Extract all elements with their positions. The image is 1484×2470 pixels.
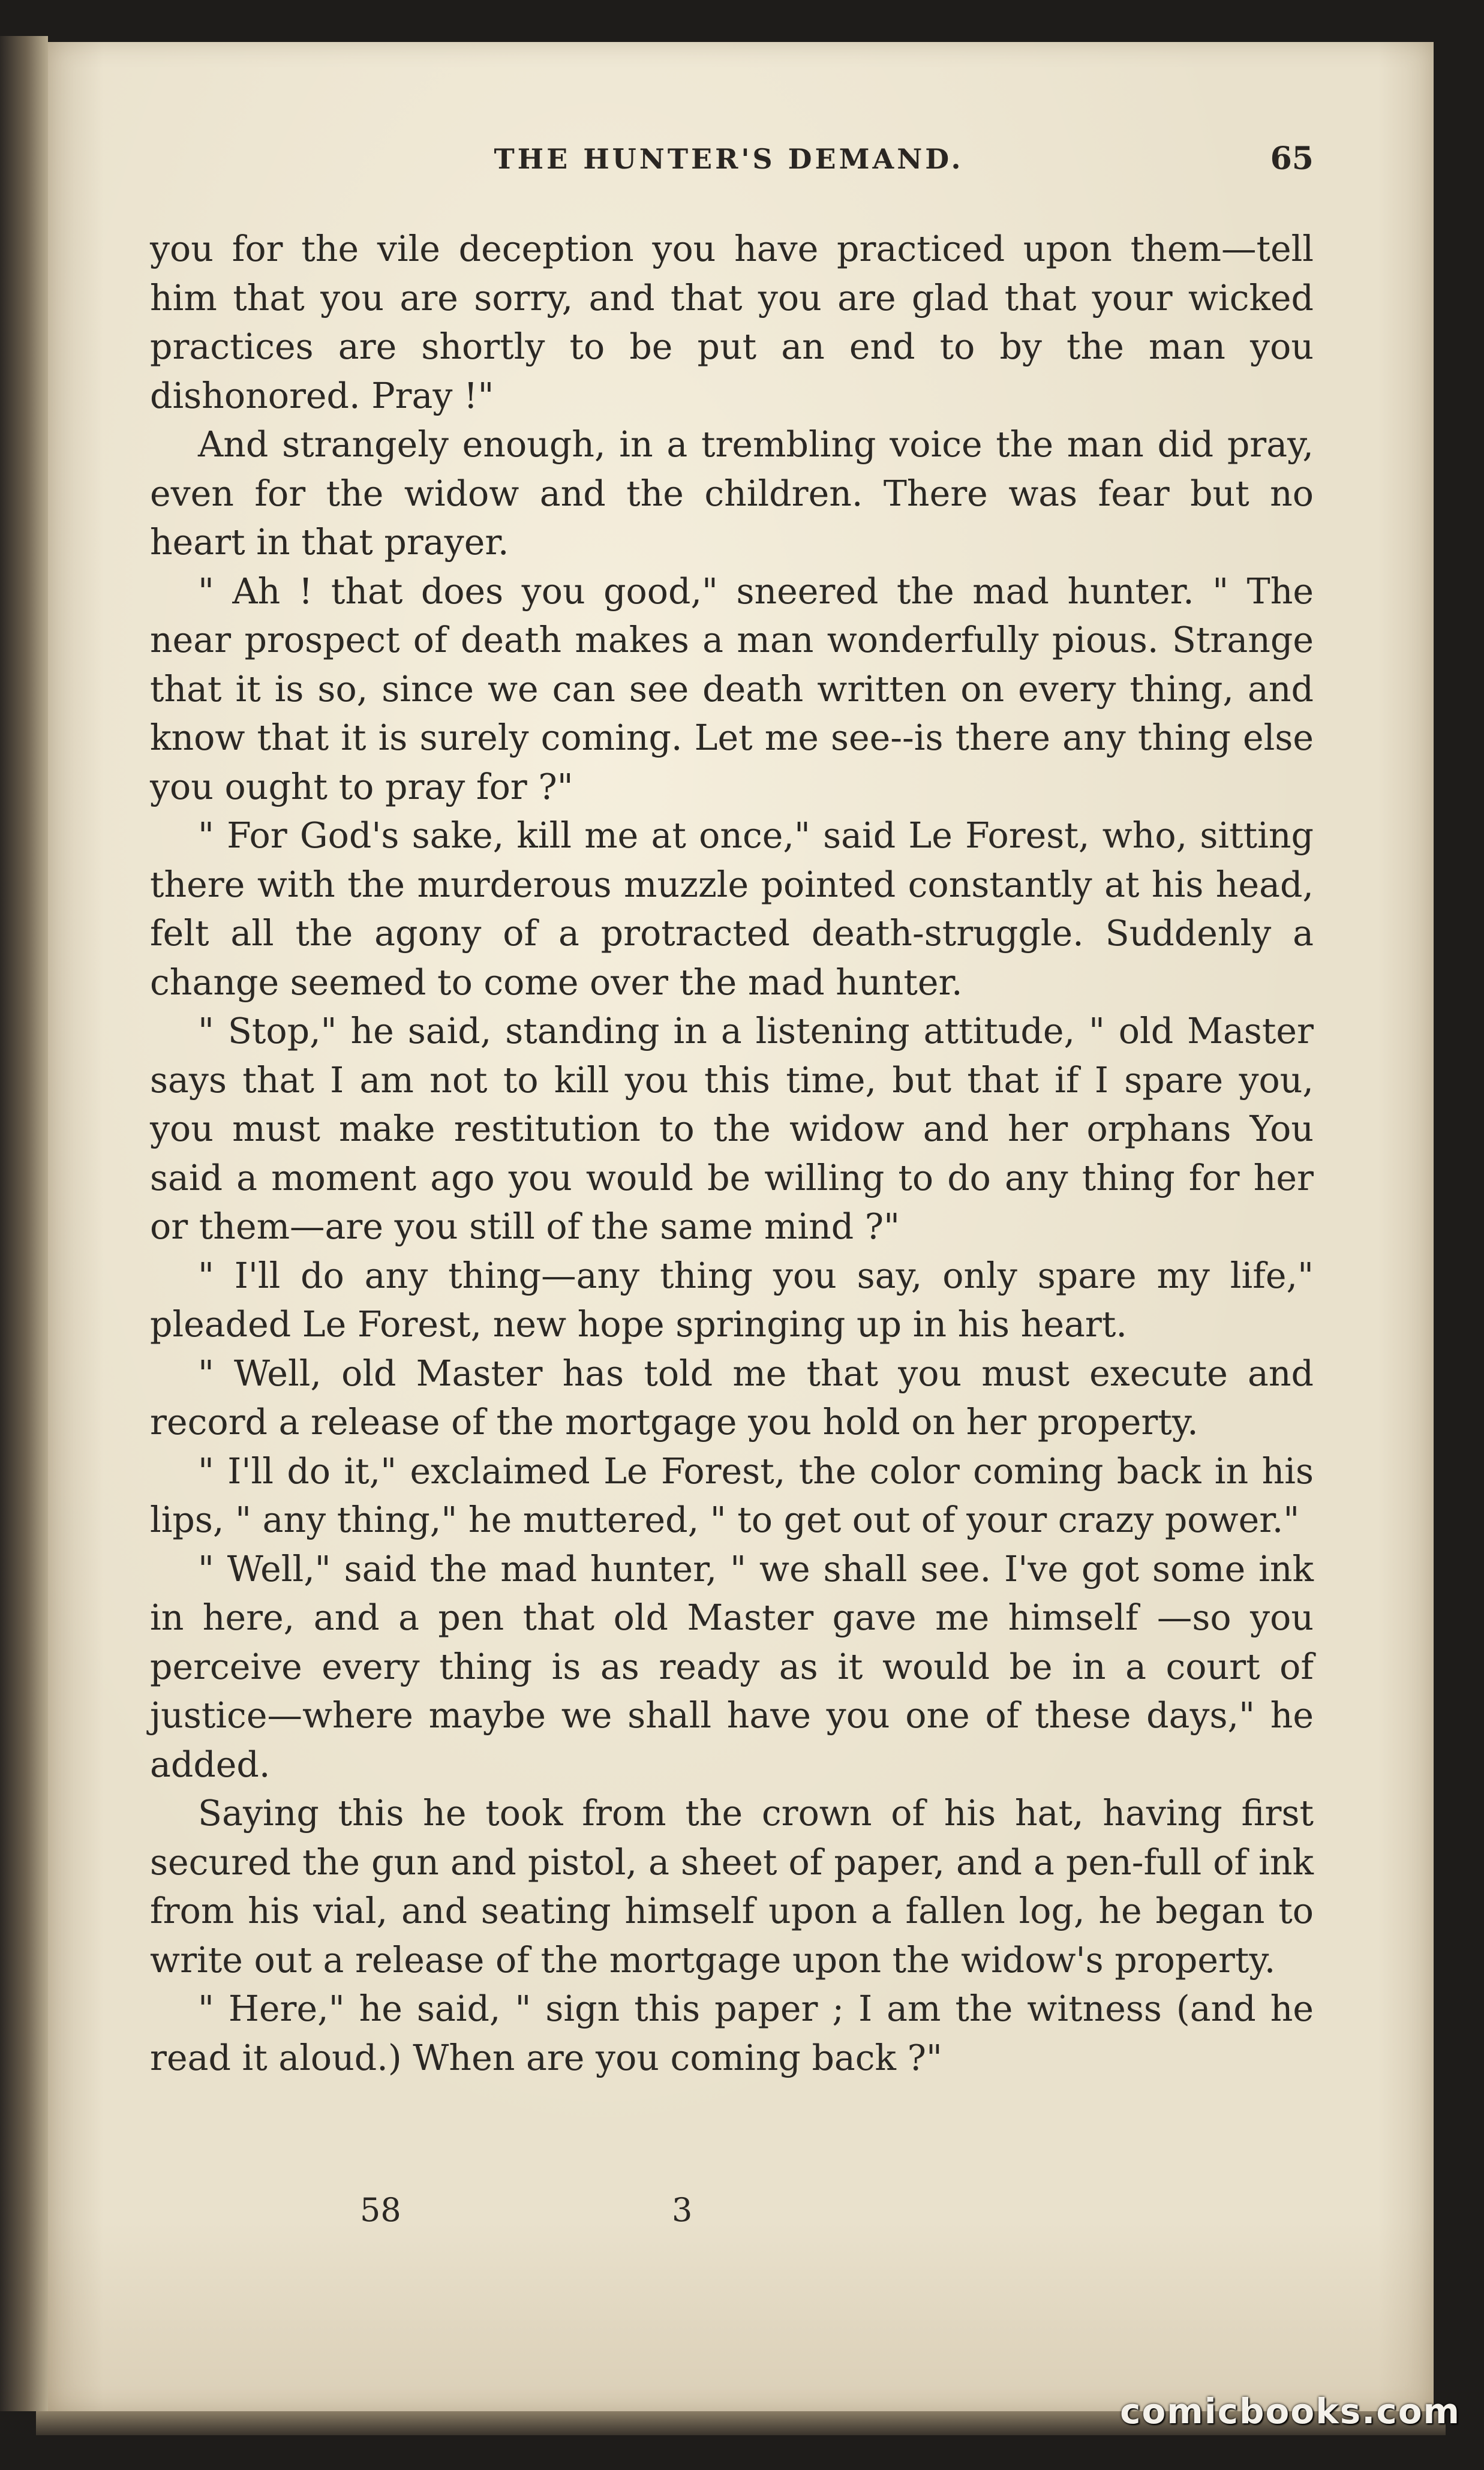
- paragraph: you for the vile deception you have practiced upon them—tell him that you are sorry, and that you are glad that your wicked practices are shortly to be put an end to by the man you dishonored. Pray !": [150, 229, 1314, 416]
- paragraph: " For God's sake, kill me at once," said Le Forest, who, sitting there with the murderous muzzle pointed constantly at his head, felt all the agony of a protracted death-struggle. Suddenly a change seemed to come over the mad hunter.: [150, 815, 1314, 1003]
- paragraph: And strangely enough, in a trembling voice the man did pray, even for the widow and the children. There was fear but no heart in that prayer.: [150, 424, 1314, 563]
- book-spine-edge: [0, 36, 48, 2411]
- paragraph: " Here," he said, " sign this paper ; I am the witness (and he read it aloud.) When are you coming back ?": [150, 1988, 1314, 2078]
- paragraph: " I'll do any thing—any thing you say, only spare my life," pleaded Le Forest, new hope springing up in his heart.: [150, 1255, 1314, 1345]
- paragraph: " Well, old Master has told me that you must execute and record a release of the mortgage you hold on her property.: [150, 1353, 1314, 1443]
- paragraph: " Ah ! that does you good," sneered the mad hunter. " The near prospect of death makes a man wonderfully pious. Strange that it is so, since we can see death written on every thing, and know that it is surely coming. Let me see--is there any thing else you ought to pray for ?": [150, 570, 1314, 807]
- signature-number: 58: [360, 2191, 401, 2229]
- page-header: [144, 135, 1314, 183]
- paragraph: " I'll do it," exclaimed Le Forest, the color coming back in his lips, " any thing," he muttered, " to get out of your crazy power.": [150, 1450, 1314, 1540]
- watermark: comicbooks.com: [1120, 2391, 1461, 2432]
- paragraph: Saying this he took from the crown of his hat, having first secured the gun and pistol, a sheet of paper, and a pen-full of ink from his vial, and seating himself upon a fallen log, he began to write out a release of the mortgage upon the widow's property.: [150, 1793, 1314, 1981]
- page-number: 65: [1270, 140, 1314, 177]
- paragraph: " Well," said the mad hunter, " we shall see. I've got some ink in here, and a pen that old Master gave me himself —so you perceive every thing is as ready as it would be in a court of justice—where maybe we shall have you one of these days," he added.: [150, 1548, 1314, 1785]
- body-text: [150, 225, 1314, 2083]
- signature-letter: 3: [672, 2191, 693, 2229]
- running-head: THE HUNTER'S DEMAND.: [494, 143, 964, 175]
- signature-mark: [360, 2186, 960, 2234]
- paragraph: " Stop," he said, standing in a listening attitude, " old Master says that I am not to kill you this time, but that if I spare you, you must make restitution to the widow and her orphans You said a moment ago you would be willing to do any thing for her or them—are you still of the same mind ?": [150, 1011, 1314, 1247]
